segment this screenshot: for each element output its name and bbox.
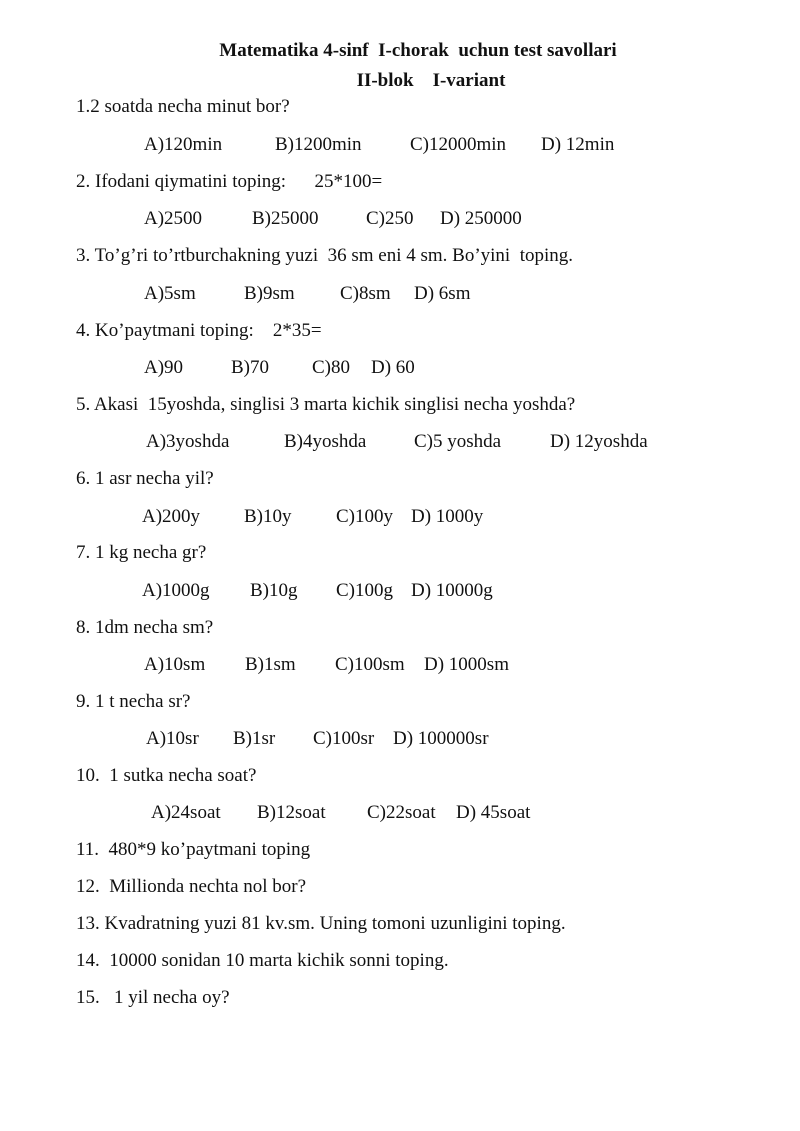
question-8: 8. 1dm necha sm? [76, 617, 214, 638]
q10-option-d: D) 45soat [456, 802, 531, 823]
q3-option-b: B)9sm [244, 283, 295, 304]
question-5: 5. Akasi 15yoshda, singlisi 3 marta kichik singlisi necha yoshda? [76, 394, 576, 415]
q2-option-c: C)250 [366, 208, 414, 229]
q6-option-a: A)200y [142, 506, 201, 527]
q1-option-a: A)120min [144, 134, 223, 155]
question-11: 11. 480*9 ko’paytmani toping [76, 839, 311, 860]
q8-option-c: C)100sm [335, 654, 405, 675]
q10-option-a: A)24soat [151, 802, 221, 823]
q10-option-b: B)12soat [257, 802, 326, 823]
question-12: 12. Millionda nechta nol bor? [76, 876, 307, 897]
question-7: 7. 1 kg necha gr? [76, 542, 207, 563]
q8-option-d: D) 1000sm [424, 654, 509, 675]
q3-option-d: D) 6sm [414, 283, 471, 304]
q6-option-b: B)10y [244, 506, 292, 527]
question-10: 10. 1 sutka necha soat? [76, 765, 257, 786]
q4-option-b: B)70 [231, 357, 269, 378]
q3-option-a: A)5sm [144, 283, 196, 304]
q4-option-c: C)80 [312, 357, 350, 378]
q2-option-b: B)25000 [252, 208, 319, 229]
q7-option-b: B)10g [250, 580, 298, 601]
q2-option-d: D) 250000 [440, 208, 522, 229]
q7-option-c: C)100g [336, 580, 393, 601]
page-title: Matematika 4-sinf I-chorak uchun test savollari [219, 40, 617, 61]
question-1: 1.2 soatda necha minut bor? [76, 96, 290, 117]
q1-option-b: B)1200min [275, 134, 362, 155]
q9-option-c: C)100sr [313, 728, 375, 749]
q4-option-a: A)90 [144, 357, 184, 378]
q9-option-d: D) 100000sr [393, 728, 489, 749]
q8-option-b: B)1sm [245, 654, 296, 675]
q1-option-d: D) 12min [541, 134, 615, 155]
q7-option-d: D) 10000g [411, 580, 493, 601]
q5-option-d: D) 12yoshda [550, 431, 648, 452]
q6-option-c: C)100y [336, 506, 393, 527]
q6-option-d: D) 1000y [411, 506, 484, 527]
q9-option-b: B)1sr [233, 728, 276, 749]
question-14: 14. 10000 sonidan 10 marta kichik sonni toping. [76, 950, 449, 971]
q10-option-c: C)22soat [367, 802, 436, 823]
q4-option-d: D) 60 [371, 357, 415, 378]
q7-option-a: A)1000g [142, 580, 210, 601]
question-3: 3. To’g’ri to’rtburchakning yuzi 36 sm eni 4 sm. Bo’yini toping. [76, 245, 574, 266]
question-6: 6. 1 asr necha yil? [76, 468, 214, 489]
question-4: 4. Ko’paytmani toping: 2*35= [76, 320, 322, 341]
q8-option-a: A)10sm [144, 654, 206, 675]
q5-option-b: B)4yoshda [284, 431, 367, 452]
q3-option-c: C)8sm [340, 283, 391, 304]
question-2: 2. Ifodani qiymatini toping: 25*100= [76, 171, 383, 192]
q2-option-a: A)2500 [144, 208, 203, 229]
q1-option-c: C)12000min [410, 134, 507, 155]
q5-option-c: C)5 yoshda [414, 431, 502, 452]
question-9: 9. 1 t necha sr? [76, 691, 191, 712]
question-15: 15. 1 yil necha oy? [76, 987, 230, 1008]
page-subtitle: II-blok I-variant [356, 70, 506, 91]
q9-option-a: A)10sr [146, 728, 199, 749]
q5-option-a: A)3yoshda [146, 431, 230, 452]
question-13: 13. Kvadratning yuzi 81 kv.sm. Uning tomoni uzunligini toping. [76, 913, 566, 934]
